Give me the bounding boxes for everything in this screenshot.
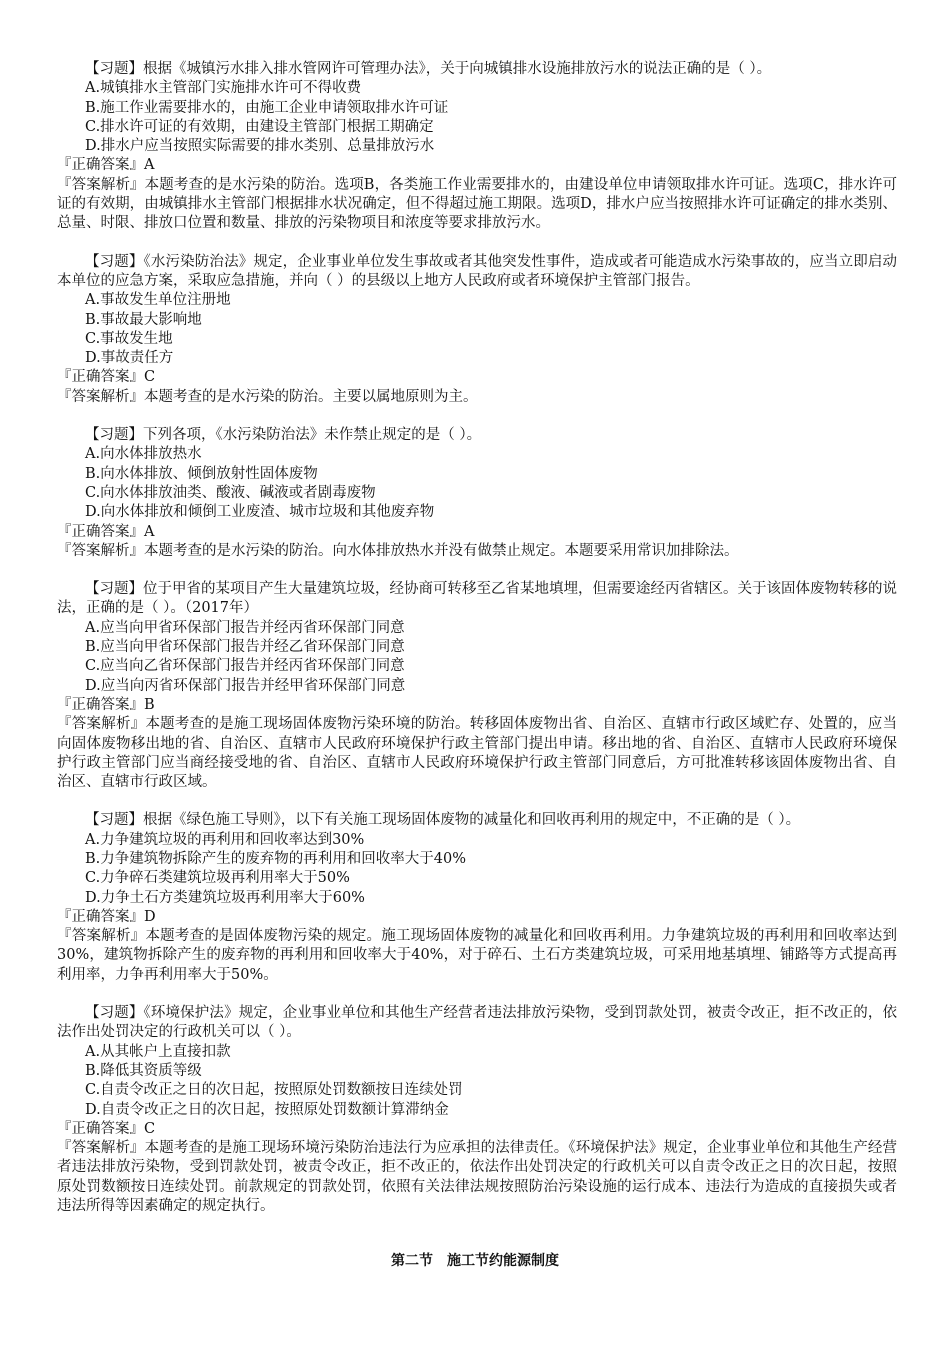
option-b: B.施工作业需要排水的，由施工企业申请领取排水许可证 (85, 99, 449, 116)
option-c: C.应当向乙省环保部门报告并经丙省环保部门同意 (85, 658, 405, 675)
option-c: C.事故发生地 (85, 330, 173, 347)
correct-answer: 『正确答案』D (57, 908, 156, 925)
question-stem: 【习题】位于甲省的某项目产生大量建筑垃圾，经协商可转移至乙省某地填埋，但需要途经丙省辖区。关于该固体废物转移的说法，正确的是（ ）。（2017年） (57, 581, 897, 617)
question-stem: 【习题】《水污染防治法》规定，企业事业单位发生事故或者其他突发性事件，造成或者可能造成水污染事故的，应当立即启动本单位的应急方案，采取应急措施，并向（ ）的县级以上地方人民政府或者环境保护主管部门报告。 (57, 253, 897, 289)
question-2 (57, 253, 897, 407)
question-6 (57, 1004, 897, 1216)
option-d: D.力争土石方类建筑垃圾再利用率大于60% (85, 889, 365, 906)
option-b: B.降低其资质等级 (85, 1062, 202, 1079)
answer-analysis: 『答案解析』本题考查的是固体废物污染的规定。施工现场固体废物的减量化和回收再利用。力争建筑垃圾的再利用和回收率达到30%，建筑物拆除产生的废弃物的再利用和回收率大于40%，对于碎石、土石方类建筑垃圾，可采用地基填埋、铺路等方式提高再利用率，力争再利用率大于50%。 (57, 928, 897, 983)
document-body (57, 60, 897, 1235)
option-d: D.自责令改正之日的次日起，按照原处罚数额计算滞纳金 (85, 1101, 449, 1118)
option-a: A.力争建筑垃圾的再利用和回收率达到30% (85, 831, 365, 848)
question-stem: 【习题】根据《城镇污水排入排水管网许可管理办法》，关于向城镇排水设施排放污水的说法正确的是（ ）。 (85, 61, 772, 77)
option-c: C.排水许可证的有效期，由建设主管部门根据工期确定 (85, 118, 434, 135)
option-d: D.排水户应当按照实际需要的排水类别、总量排放污水 (85, 138, 435, 155)
option-a: A.城镇排水主管部门实施排水许可不得收费 (85, 80, 362, 97)
option-c: C.力争碎石类建筑垃圾再利用率大于50% (85, 870, 350, 887)
section-title: 第二节 施工节约能源制度 (391, 1253, 559, 1269)
question-3 (57, 426, 897, 561)
question-stem: 【习题】下列各项，《水污染防治法》未作禁止规定的是（ ）。 (85, 427, 482, 444)
question-stem: 【习题】《环境保护法》规定，企业事业单位和其他生产经营者违法排放污染物，受到罚款处罚，被责令改正，拒不改正的，依法作出处罚决定的行政机关可以（ ）。 (57, 1005, 897, 1041)
option-d: D.向水体排放和倾倒工业废渣、城市垃圾和其他废弃物 (85, 504, 435, 521)
answer-analysis: 『答案解析』本题考查的是水污染的防治。向水体排放热水并没有做禁止规定。本题要采用常识加排除法。 (57, 542, 739, 559)
correct-answer: 『正确答案』C (57, 1120, 156, 1137)
option-d: D.应当向丙省环保部门报告并经甲省环保部门同意 (85, 677, 406, 694)
option-a: A.事故发生单位注册地 (85, 292, 231, 309)
answer-analysis: 『答案解析』本题考查的是施工现场固体废物污染环境的防治。转移固体废物出省、自治区、直辖市行政区域贮存、处置的，应当向固体废物移出地的省、自治区、直辖市人民政府环境保护行政主管部门提出申请。移出地的省、自治区、直辖市人民政府环境保护行政主管部门应当商经接受地的省、自治区、直辖市人民政府环境保护行政主管部门同意后，方可批准转移该固体废物出省、自治区、直辖市行政区域。 (57, 716, 897, 791)
answer-analysis: 『答案解析』本题考查的是水污染的防治。选项B，各类施工作业需要排水的，由建设单位申请领取排水许可证。选项C，排水许可证的有效期，由城镇排水主管部门根据排水状况确定，但不得超过施工期限。选项D，排水户应当按照排水许可证确定的排水类别、总量、时限、排放口位置和数量、排放的污染物项目和浓度等要求排放污水。 (57, 176, 897, 232)
option-b: B.事故最大影响地 (85, 311, 202, 328)
correct-answer: 『正确答案』C (57, 369, 156, 386)
answer-analysis: 『答案解析』本题考查的是施工现场环境污染防治违法行为应承担的法律责任。《环境保护法》规定，企业事业单位和其他生产经营者违法排放污染物，受到罚款处罚，被责令改正，拒不改正的，依法作出处罚决定的行政机关可以自责令改正之日的次日起，按照原处罚数额按日连续处罚。前款规定的罚款处罚，依照有关法律法规按照防治污染设施的运行成本、违法行为造成的直接损失或者违法所得等因素确定的规定执行。 (57, 1140, 897, 1215)
option-d: D.事故责任方 (85, 350, 174, 367)
option-a: A.应当向甲省环保部门报告并经丙省环保部门同意 (85, 619, 405, 636)
question-5 (57, 811, 897, 985)
option-a: A.向水体排放热水 (85, 446, 202, 463)
question-stem: 【习题】根据《绿色施工导则》，以下有关施工现场固体废物的减量化和回收再利用的规定中，不正确的是（ ）。 (85, 812, 801, 829)
option-a: A.从其帐户上直接扣款 (85, 1043, 231, 1060)
question-1 (57, 60, 897, 234)
question-4 (57, 580, 897, 792)
correct-answer: 『正确答案』A (57, 157, 155, 174)
correct-answer: 『正确答案』A (57, 523, 155, 540)
option-c: C.向水体排放油类、酸液、碱液或者剧毒废物 (85, 484, 376, 501)
correct-answer: 『正确答案』B (57, 696, 155, 713)
option-b: B.向水体排放、倾倒放射性固体废物 (85, 465, 318, 482)
option-b: B.应当向甲省环保部门报告并经乙省环保部门同意 (85, 639, 405, 656)
option-c: C.自责令改正之日的次日起，按照原处罚数额按日连续处罚 (85, 1082, 463, 1099)
answer-analysis: 『答案解析』本题考查的是水污染的防治。主要以属地原则为主。 (57, 388, 478, 405)
option-b: B.力争建筑物拆除产生的废弃物的再利用和回收率大于40% (85, 850, 466, 867)
